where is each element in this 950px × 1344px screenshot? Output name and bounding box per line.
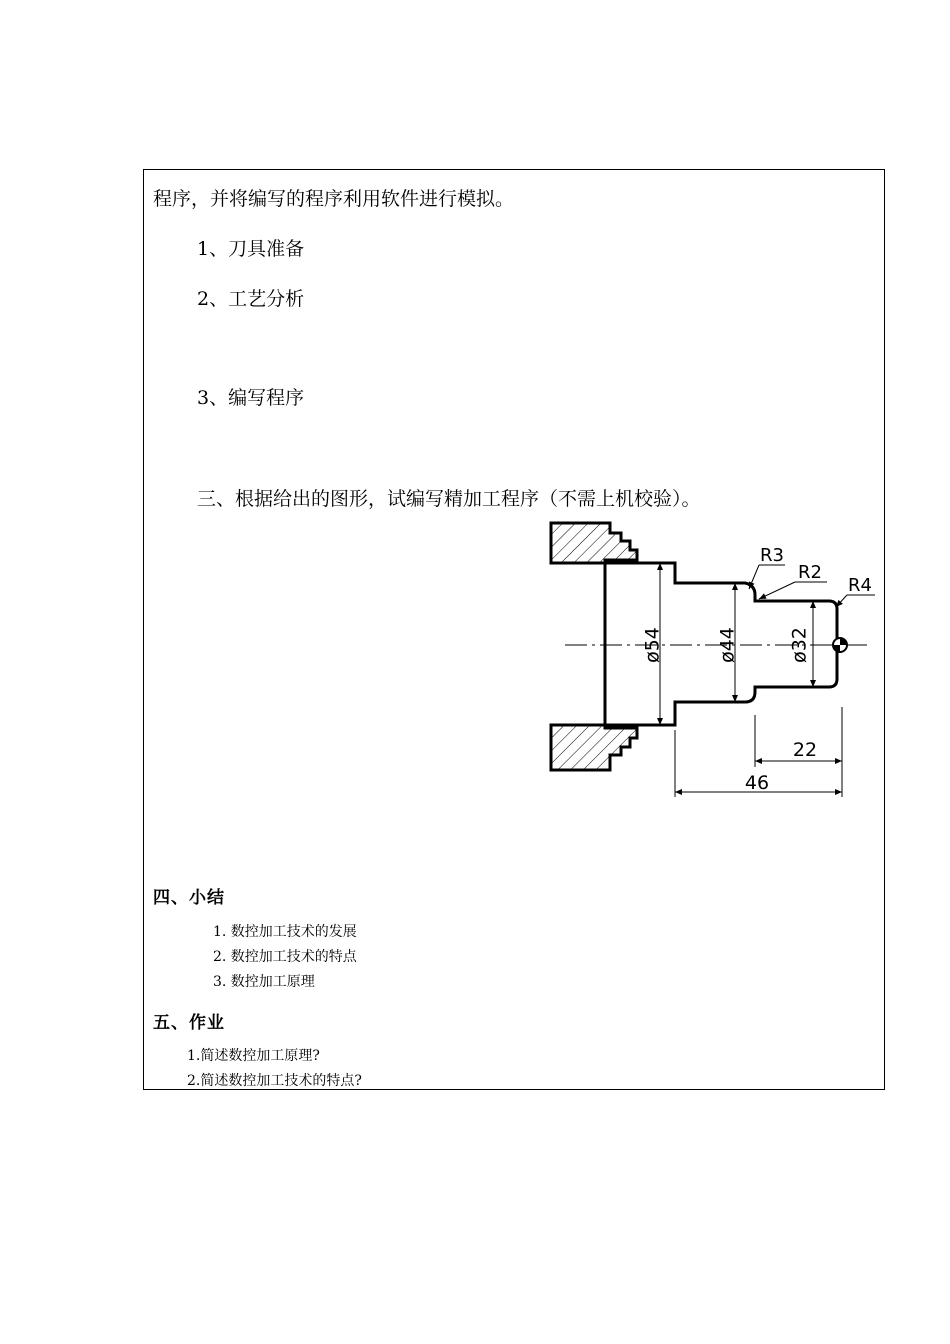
intro-line: 程序，并将编写的程序利用软件进行模拟。 [153,188,515,210]
upper-chuck-jaw [551,523,637,563]
leader-r4 [836,595,847,607]
section3-title: 三、根据给出的图形，试编写精加工程序（不需上机校验）。 [197,488,701,510]
section4-title: 四、小结 [153,888,225,908]
step-process-analysis: 2、工艺分析 [197,288,305,310]
section5-item-1: 1.简述数控加工原理? [187,1048,320,1064]
label-r3: R3 [760,545,784,566]
leader-r2 [759,582,795,599]
leader-r3 [749,565,759,589]
label-r4: R4 [848,575,872,596]
dim-d54-label: ø54 [641,627,664,663]
dim-d44-label: ø44 [716,627,739,663]
section5-title: 五、作业 [153,1013,225,1033]
section4-item-3: 3. 数控加工原理 [213,974,315,990]
step-tool-prep: 1、刀具准备 [197,238,305,260]
dim-d32-label: ø32 [788,627,811,663]
section5-item-2: 2.简述数控加工技术的特点? [187,1073,362,1089]
section4-item-1: 1. 数控加工技术的发展 [213,924,357,940]
dim-22-label: 22 [792,739,818,761]
dim-46-label: 46 [744,772,770,794]
lower-chuck-jaw [551,725,637,770]
label-r2: R2 [798,562,822,583]
step-write-program: 3、编写程序 [197,387,305,409]
part-drawing [545,515,885,800]
section4-item-2: 2. 数控加工技术的特点 [213,949,357,965]
